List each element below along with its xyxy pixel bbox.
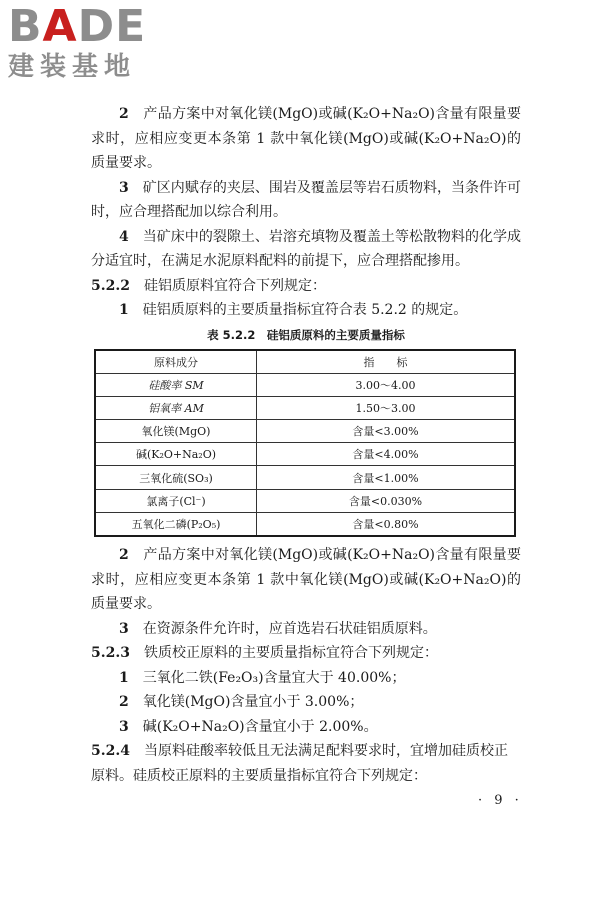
item-text: 氧化镁(MgO)含量宜小于 3.00%； [142,694,364,710]
section-text: 当原料硅酸率较低且无法满足配料要求时，宜增加硅质校正原料。硅质校正原料的主要质量指标宜符合下列规定： [91,743,508,784]
item-text: 当矿床中的裂隙土、岩溶充填物及覆盖土等松散物料的化学成分适宜时，在满足水泥原料配料的前提下，应合理搭配掺用。 [91,228,522,269]
table-cell: 3.00～4.00 [257,373,516,396]
page-content [91,102,521,788]
table-header-row [95,350,515,374]
table-row [95,396,515,419]
section-5-2-4 [91,739,521,788]
item-number: 2 [119,106,129,122]
logo-letter-b: B [8,1,43,52]
table-cell: 1.50～3.00 [257,396,516,419]
table-cell: 硅酸率 SM [95,373,257,396]
section-5-2-3-item-1 [91,666,521,691]
table-cell: 五氧化二磷(P₂O₅) [95,512,257,536]
table-cell: 碱(K₂O+Na₂O) [95,443,257,466]
table-row [95,489,515,512]
paragraph-item-3-after-table [91,617,521,642]
item-number: 3 [119,179,129,196]
section-5-2-3-item-3 [91,715,521,740]
item-text: 三氧化二铁(Fe₂O₃)含量宜大于 40.00%； [142,669,406,686]
page-number: · 9 · [478,793,523,808]
section-5-2-3-item-2 [91,690,521,715]
paragraph-item-3 [91,176,521,225]
section-5-2-2 [91,274,521,299]
header-cell-index: 指 标 [257,350,516,374]
paragraph-item-4 [91,225,521,274]
paragraph-item-2 [91,102,521,176]
table-cell: 含量<4.00% [257,443,516,466]
item-text: 碱(K₂O+Na₂O)含量宜小于 2.00%。 [142,718,378,735]
item-text: 产品方案中对氧化镁(MgO)或碱(K₂O+Na₂O)含量有限量要求时，应相应变更本条第 1 款中氧化镁(MgO)或碱(K₂O+Na₂O)的质量要求。 [91,106,521,171]
item-text: 硅铝质原料的主要质量指标宜符合表 5.2.2 的规定。 [142,302,468,318]
section-text: 硅铝质原料宜符合下列规定： [143,277,326,294]
table-cell: 含量<1.00% [257,466,516,489]
quality-index-table [94,349,516,538]
logo-letter-a: A [42,1,78,52]
item-number: 1 [119,302,129,318]
item-number: 4 [119,228,129,245]
item-number: 1 [119,669,129,686]
item-text: 在资源条件允许时，应首选岩石状硅铝质原料。 [142,620,437,637]
table-cell: 含量<0.80% [257,512,516,536]
table-caption: 表 5.2.2 硅铝质原料的主要质量指标 [207,327,405,342]
table-cell: 三氧化硫(SO₃) [95,466,257,489]
section-5-2-2-item-1 [91,298,521,323]
item-number: 3 [119,620,129,637]
item-number: 2 [119,547,129,563]
section-text: 铁质校正原料的主要质量指标宜符合下列规定： [143,645,438,661]
logo-subtitle: 建装基地 [8,52,137,82]
table-cell: 铝氧率 AM [95,396,257,419]
table-cell: 氯离子(Cl⁻) [95,489,257,512]
item-number: 2 [119,694,129,710]
table-row [95,373,515,396]
table-row [95,512,515,536]
table-cell: 含量<0.030% [257,489,516,512]
header-cell-component: 原料成分 [95,350,257,374]
item-text: 产品方案中对氧化镁(MgO)或碱(K₂O+Na₂O)含量有限量要求时，应相应变更本条第 1 款中氧化镁(MgO)或碱(K₂O+Na₂O)的质量要求。 [91,547,521,612]
table-cell: 氧化镁(MgO) [95,420,257,443]
section-5-2-3 [91,641,521,666]
table-row [95,443,515,466]
section-number: 5.2.4 [91,743,130,759]
bade-logo [8,1,147,82]
table-cell: 含量<3.00% [257,420,516,443]
item-text: 矿区内赋存的夹层、围岩及覆盖层等岩石质物料，当条件许可时，应合理搭配加以综合利用。 [91,179,522,220]
section-number: 5.2.2 [91,277,130,294]
logo-letters-de: DE [77,1,147,52]
table-row [95,466,515,489]
item-number: 3 [119,718,129,735]
paragraph-item-2-after-table [91,543,521,617]
section-number: 5.2.3 [91,645,130,661]
table-row [95,420,515,443]
logo-wordmark [8,1,147,52]
